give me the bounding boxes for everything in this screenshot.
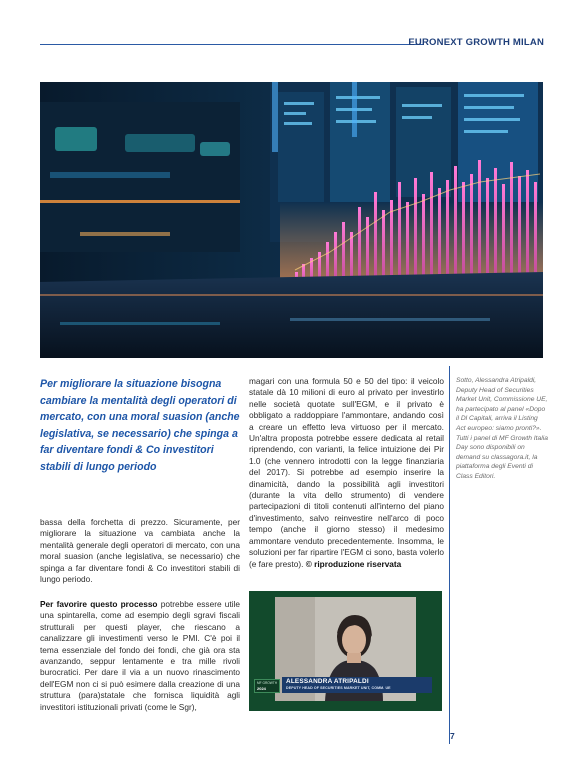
event-logo xyxy=(254,679,280,693)
hero-image xyxy=(40,82,543,358)
event-logo-year: 2024 xyxy=(257,686,266,691)
speaker-role: DEPUTY HEAD OF SECURITIES MARKET UNIT, COMM. UE xyxy=(286,686,391,690)
article-paragraph xyxy=(249,376,444,570)
copyright-notice: © riproduzione riservata xyxy=(305,558,402,569)
paragraph-body: potrebbe essere utile una spintarella, come ad esempio degli sgravi fiscali strutturali per questi player, che riescano a canalizzare gli investimenti verso le PMI. C'è poi il tema essenziale del fondo dei fondi, che già ora sta avanzando, seppur lentamente e tra mille rivoli burocratici. Per dare il via a un nuovo rinascimento dell'EGM non ci si può esimere dalla creazione di una struttura (para)statale che fornisca liquidità agli investitori istituzionali privati (come le Sgr), xyxy=(40,599,240,712)
page-number: 7 xyxy=(450,731,455,741)
photo-caption: Sotto, Alessandra Atripaldi, Deputy Head of Securities Market Unit, Commissione UE, ha partecipato al panel «Dopo il Dl Capitali, arriva il Listing Act europeo: siamo pronti?». Tutti i panel di MF Growth Italia Day sono disponibili on demand su classagora.it, la piattaforma degli Eventi di Class Editori. xyxy=(456,377,548,480)
video-still xyxy=(249,591,442,711)
header-rule xyxy=(40,44,424,45)
paragraph-body: magari con una formula 50 e 50 del tipo: il veicolo statale dà 10 milioni di euro al privato per investirlo nelle società quotate sull'EGM, e il privato è obbligato a raddoppiare l'ammontare, andando così a creare un effetto leva virtuoso per il mercato. Un'altra proposta potrebbe essere dedicata al retail riprendendo, con varianti, la felice intuizione dei Pir 1.0 (che vennero introdotti con la legge finanziaria del 2017). Si potrebbe ad esempio inserire la dinamicità, dando la possibilità agli investitori (durante la vita dello strumento) di vendere partecipazioni di titoli contenuti all'interno del piano d'investimento, salvo reinvestire nell'arco di poco tempo (anche il giorno stesso) il medesimo ammontare venduto precedentemente. Insomma, le soluzioni per far ripartire l'EGM ci sono, basta volerlo (e fare presto). xyxy=(249,376,444,569)
lower-third xyxy=(282,677,432,693)
event-logo-line: MF GROWTH xyxy=(257,681,278,685)
pull-quote: Per migliorare la situazione bisogna cambiare la mentalità degli operatori di mercato, con una moral suasion (anche legislativa, se necessario) che spinga a far diventare fondi & Co investitori stabili di lungo periodo xyxy=(40,378,240,473)
speaker-name: ALESSANDRA ATRIPALDI xyxy=(286,678,369,685)
paragraph-lead: Per favorire questo processo xyxy=(40,599,158,609)
column-divider xyxy=(449,366,450,744)
article-paragraph xyxy=(40,599,240,713)
section-title: EURONEXT GROWTH MILAN xyxy=(408,37,544,48)
article-paragraph: bassa della forchetta di prezzo. Sicuramente, per migliorare la situazione va cambiata anche la mentalità generale degli operatori di mercato, con una moral suasion (anche legislativa, se necessario) che spinga a far diventare fondi & Co investitori stabili di lungo periodo. xyxy=(40,517,240,585)
